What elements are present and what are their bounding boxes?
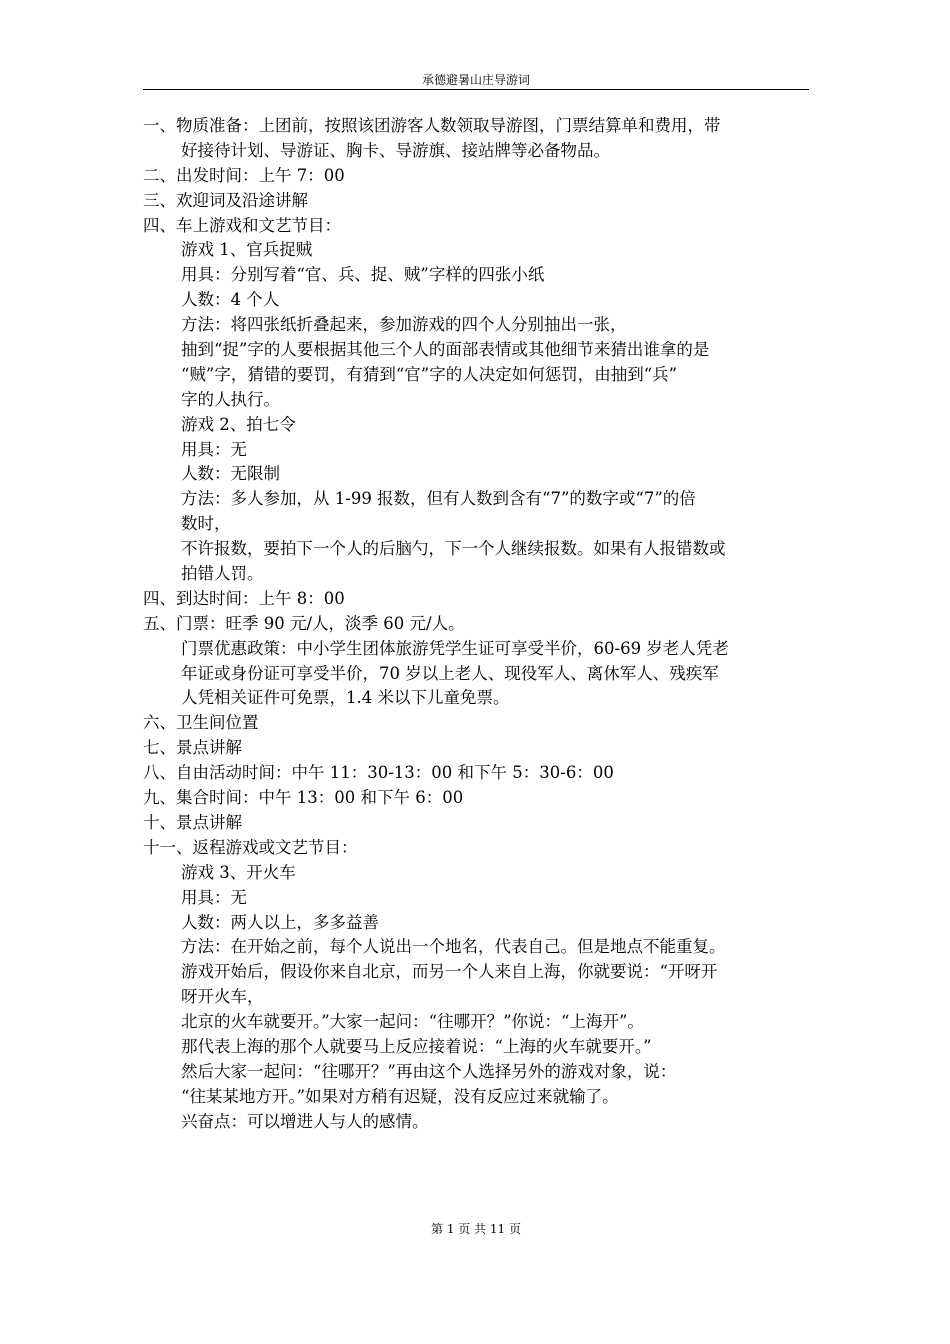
header-rule (143, 89, 809, 90)
body-line: 用具：无 (181, 439, 247, 459)
section-line: 一、物质准备：上团前，按照该团游客人数领取导游图，门票结算单和费用，带 (143, 116, 721, 135)
section-line: 八、自由活动时间：中午 11：30-13：00 和下午 5：30-6：00 (143, 763, 614, 783)
body-line: 游戏 2、拍七令 (181, 414, 296, 434)
section-line: 九、集合时间：中午 13：00 和下午 6：00 (143, 788, 464, 808)
body-line: 字的人执行。 (181, 389, 280, 409)
body-line: 人凭相关证件可免票，1.4 米以下儿童免票。 (181, 688, 510, 708)
body-line: 人数：无限制 (181, 464, 280, 484)
body-line: 年证或身份证可享受半价，70 岁以上老人、现役军人、离休军人、残疾军 (181, 663, 719, 683)
body-line: 然后大家一起问：“往哪开？”再由这个人选择另外的游戏对象，说： (181, 1061, 677, 1081)
section-line: 六、卫生间位置 (143, 713, 259, 733)
section-line: 三、欢迎词及沿途讲解 (143, 190, 308, 210)
body-line: 门票优惠政策：中小学生团体旅游凭学生证可享受半价，60-69 岁老人凭老 (181, 638, 729, 658)
body-line: 好接待计划、导游证、胸卡、导游旗、接站牌等必备物品。 (181, 140, 610, 160)
body-line: 用具：无 (181, 887, 247, 907)
body-line: 呀开火车， (181, 987, 264, 1007)
section-line: 五、门票：旺季 90 元/人，淡季 60 元/人。 (143, 613, 465, 633)
body-line: 人数：4 个人 (181, 290, 280, 310)
body-line: 游戏开始后，假设你来自北京，而另一个人来自上海，你就要说：“开呀开 (181, 962, 718, 982)
body-line: 拍错人罚。 (181, 564, 264, 584)
body-line: “往某某地方开。”如果对方稍有迟疑，没有反应过来就输了。 (181, 1086, 619, 1106)
body-line: 游戏 3、开火车 (181, 862, 296, 882)
body-line: 游戏 1、官兵捉贼 (181, 240, 313, 260)
section-line: 七、景点讲解 (143, 738, 242, 758)
body-line: 那代表上海的那个人就要马上反应接着说：“上海的火车就要开。” (181, 1036, 652, 1056)
section-line: 十、景点讲解 (143, 812, 242, 832)
page-header: 承德避暑山庄导游词 (421, 73, 530, 87)
section-line: 四、车上游戏和文艺节目： (143, 215, 341, 235)
body-line: 抽到“捉”字的人要根据其他三个人的面部表情或其他细节来猜出谁拿的是 (181, 340, 710, 360)
section-line: 十一、返程游戏或文艺节目： (143, 837, 358, 857)
body-line: 兴奋点：可以增进人与人的感情。 (181, 1111, 429, 1131)
body-line: 数时， (181, 514, 231, 534)
page-footer: 第 1 页 共 11 页 (431, 1222, 521, 1236)
body-line: 不许报数，要拍下一个人的后脑勺，下一个人继续报数。如果有人报错数或 (181, 539, 726, 559)
body-line: 方法：在开始之前，每个人说出一个地名，代表自己。但是地点不能重复。 (181, 937, 726, 957)
section-line: 四、到达时间：上午 8：00 (143, 588, 345, 608)
section-line: 二、出发时间：上午 7：00 (143, 165, 345, 185)
body-line: 用具：分别写着“官、兵、捉、贼”字样的四张小纸 (181, 265, 545, 285)
body-line: 人数：两人以上，多多益善 (181, 912, 379, 932)
document-body (143, 114, 809, 1135)
body-line: “贼”字，猜错的要罚，有猜到“官”字的人决定如何惩罚，由抽到“兵” (181, 364, 678, 384)
body-line: 方法：将四张纸折叠起来，参加游戏的四个人分别抽出一张， (181, 315, 627, 335)
body-line: 方法：多人参加，从 1-99 报数，但有人数到含有“7”的数字或“7”的倍 (181, 489, 696, 509)
body-line: 北京的火车就要开。”大家一起问：“往哪开？”你说：“上海开”。 (181, 1012, 644, 1032)
